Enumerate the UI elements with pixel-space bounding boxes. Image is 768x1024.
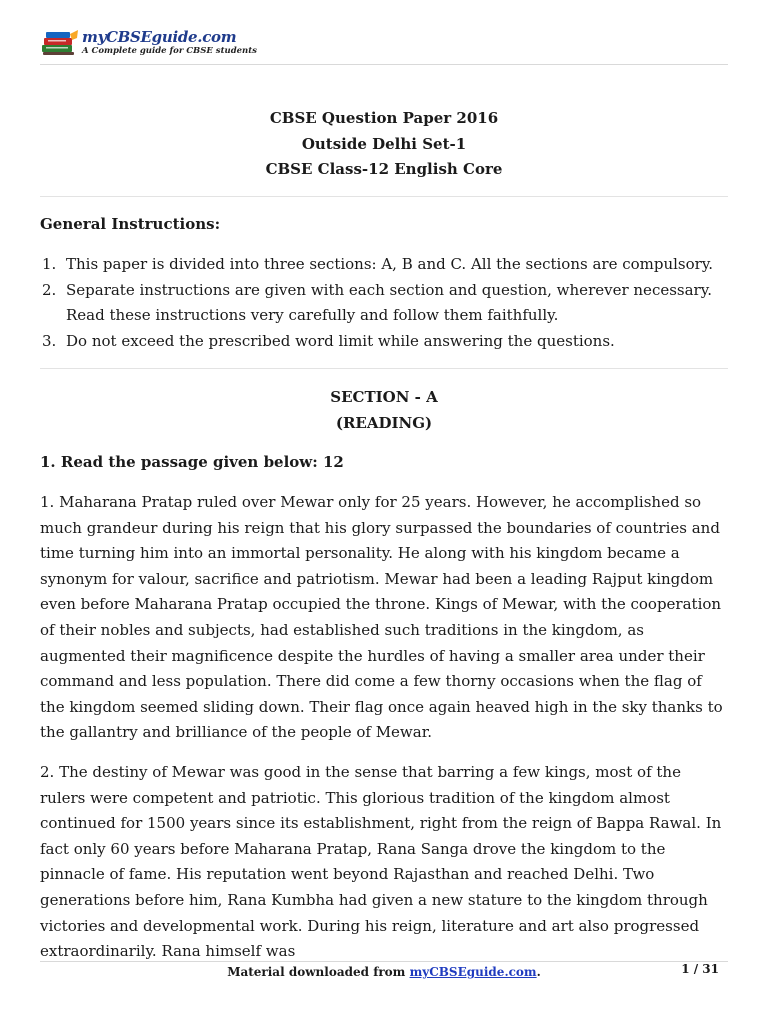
list-item xyxy=(40,252,728,278)
logo-tagline: A Complete guide for CBSE students xyxy=(82,46,257,56)
paper-title-line1: CBSE Question Paper 2016 xyxy=(269,109,499,127)
site-logo[interactable] xyxy=(40,28,257,60)
list-item-text: This paper is divided into three sections: A, B and C. All the sections are compulsory. xyxy=(66,255,714,273)
general-instructions-heading: General Instructions: xyxy=(40,215,221,233)
books-logo-icon xyxy=(40,28,80,58)
footer-suffix: . xyxy=(536,965,541,979)
question-heading: 1. Read the passage given below: 12 xyxy=(40,453,344,471)
section-subtitle: (READING) xyxy=(335,413,433,432)
list-item xyxy=(40,329,728,355)
footer-text: Material downloaded from xyxy=(227,965,410,979)
divider xyxy=(40,196,728,197)
list-item-number: 2. xyxy=(42,280,57,299)
divider xyxy=(40,368,728,369)
list-item xyxy=(40,278,728,329)
paper-title-line2: Outside Delhi Set-1 xyxy=(301,134,467,153)
passage-paragraph: 2. The destiny of Mewar was good in the sense that barring a few kings, most of the rulers were competent and patriotic. This glorious tradition of the kingdom almost continued for 1500 years since its establishment, right from the reign of Bappa Rawal. In fact only 60 years before Maharana Pratap, Rana Sanga drove the kingdom to the pinnacle of fame. His reputation went beyond Rajasthan and reached Delhi. Two generations before him, Rana Kumbha had given a new stature to the kingdom through victories and developmental work. During his reign, literature and art also progressed extraordinarily. Rana himself was xyxy=(40,763,722,961)
footer-divider xyxy=(40,961,728,962)
instructions-list xyxy=(40,252,728,354)
passage-paragraph: 1. Maharana Pratap ruled over Mewar only for 25 years. However, he accomplished so much grandeur during his reign that his glory surpassed the boundaries of countries and time turning him into an immortal personality. He along with his kingdom became a synonym for valour, sacrifice and patriotism. Mewar had been a leading Rajput kingdom even before Maharana Pratap occupied the throne. Kings of Mewar, with the cooperation of their nobles and subjects, had established such traditions in the kingdom, as augmented their magnificence despite the hurdles of having a smaller area under their command and less population. There did come a few thorny occasions when the flag of the kingdom seemed sliding down. Their flag once again heaved high in the sky thanks to the gallantry and brilliance of the people of Mewar. xyxy=(40,493,723,742)
paper-title-line3: CBSE Class-12 English Core xyxy=(265,160,503,178)
section-title: SECTION - A xyxy=(330,388,438,406)
paper-titles xyxy=(40,106,728,183)
page-header xyxy=(40,24,728,65)
footer-link[interactable]: myCBSEguide.com xyxy=(409,965,537,979)
page-number: 1 / 31 xyxy=(681,962,719,976)
list-item-text: Separate instructions are given with each section and question, wherever necessary. Read these instructions very carefully and follow them faithfully. xyxy=(66,280,712,324)
list-item-text: Do not exceed the prescribed word limit while answering the questions. xyxy=(66,331,615,350)
document-page xyxy=(40,0,728,1024)
list-item-number: 1. xyxy=(42,255,57,273)
logo-title: myCBSEguide.com xyxy=(82,28,237,46)
page-footer xyxy=(40,963,728,981)
section-heading xyxy=(40,385,728,436)
list-item-number: 3. xyxy=(42,331,57,350)
